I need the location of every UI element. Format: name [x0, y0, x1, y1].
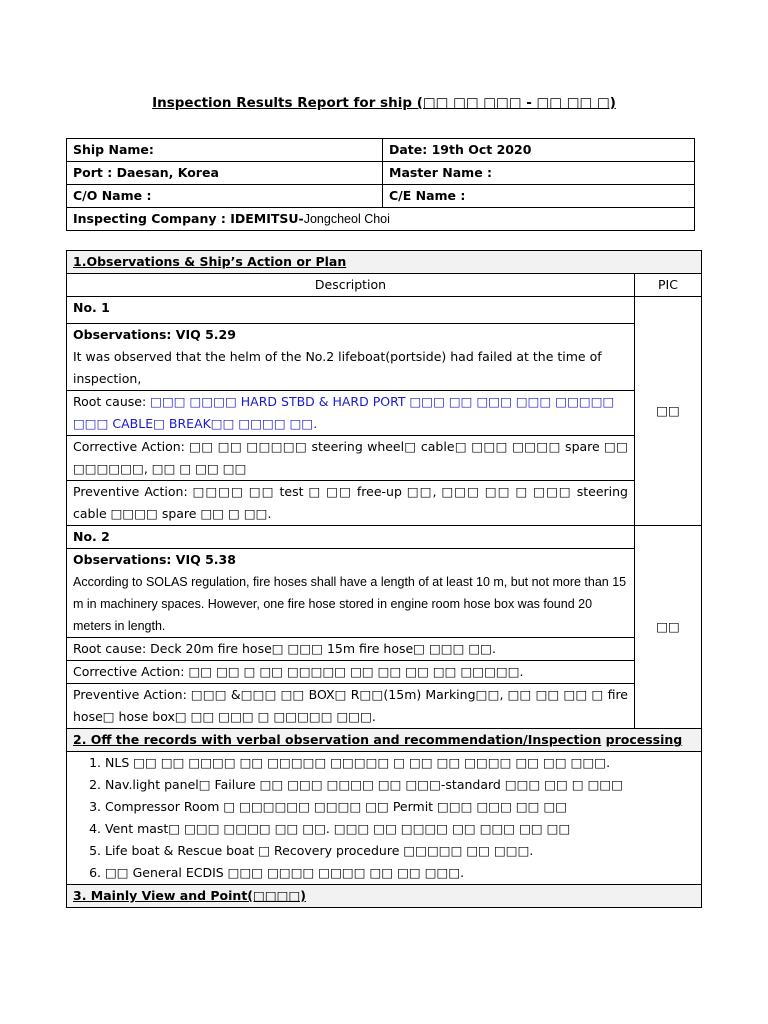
table-row	[67, 324, 702, 391]
observations-table	[66, 250, 702, 908]
table-row	[67, 391, 702, 436]
item1-root-cause	[67, 391, 635, 436]
list-item: 2. Nav.light panel□ Failure □□ □□□ □□□□ □□ □□□-standard □□□ □□ □ □□□	[105, 774, 695, 796]
item1-observation-text-2: inspection,	[73, 371, 142, 386]
item1-pic: □□	[635, 297, 702, 526]
table-row	[67, 638, 702, 661]
item2-preventive-action: Preventive Action: □□□ &□□□ □□ BOX□ R□□(15m) Marking□□, □□ □□ □□ □ fire hose□ hose box□ □□ □□□ □ □□□□□ □□□.	[67, 684, 635, 729]
pic-header: PIC	[635, 274, 702, 297]
ship-name-cell: Ship Name:	[67, 139, 383, 162]
table-row	[67, 885, 702, 908]
list-item: 5. Life boat & Rescue boat □ Recovery procedure □□□□□ □□ □□□.	[105, 840, 695, 862]
inspecting-company-label: Inspecting Company : IDEMITSU-	[73, 211, 304, 226]
co-name-cell: C/O Name :	[67, 185, 383, 208]
item2-observation	[67, 549, 635, 638]
section1-title: 1.Observations & Ship’s Action or Plan	[67, 251, 702, 274]
item2-observation-label: Observations: VIQ 5.38	[73, 552, 236, 567]
section2-list-cell	[67, 752, 702, 885]
table-row	[67, 752, 702, 885]
table-row	[67, 208, 695, 231]
list-item: 1. NLS □□ □□ □□□□ □□ □□□□□ □□□□□ □ □□ □□ □□□□ □□ □□ □□□.	[105, 752, 695, 774]
item2-root-cause: Root cause: Deck 20m fire hose□ □□□ 15m fire hose□ □□□ □□.	[67, 638, 635, 661]
date-cell: Date: 19th Oct 2020	[383, 139, 695, 162]
table-row	[67, 274, 702, 297]
report-title: Inspection Results Report for ship (□□ □□ □□□ - □□ □□ □)	[152, 95, 616, 111]
inspecting-company-cell	[67, 208, 695, 231]
inspector-name: Jongcheol Choi	[303, 212, 390, 226]
table-row	[67, 729, 702, 752]
table-row	[67, 526, 702, 549]
list-item: 3. Compressor Room □ □□□□□□ □□□□ □□ Permit □□□ □□□ □□ □□	[105, 796, 695, 818]
table-row	[67, 185, 695, 208]
list-item: 4. Vent mast□ □□□ □□□□ □□ □□. □□□ □□ □□□□ □□ □□□ □□ □□	[105, 818, 695, 840]
table-row	[67, 297, 702, 324]
table-row	[67, 684, 702, 729]
item1-corrective-action: Corrective Action: □□ □□ □□□□□ steering wheel□ cable□ □□□ □□□□ spare □□ □□□□□□, □□ □ □□ □□	[67, 436, 635, 481]
item1-number: No. 1	[67, 297, 635, 324]
item2-pic: □□	[635, 526, 702, 729]
item1-root-cause-text: □□□ □□□□ HARD STBD & HARD PORT □□□ □□ □□□ □□□ □□□□□ □□□ CABLE□ BREAK□□ □□□□ □□.	[73, 394, 615, 431]
table-row	[67, 481, 702, 526]
section2-title-line2: processing	[605, 732, 683, 747]
section2-list	[73, 752, 695, 884]
description-header: Description	[67, 274, 635, 297]
item1-root-cause-label: Root cause:	[73, 394, 147, 409]
table-row	[67, 436, 702, 481]
ship-info-table	[66, 138, 695, 231]
item2-corrective-action: Corrective Action: □□ □□ □ □□ □□□□□ □□ □□ □□ □□ □□□□□.	[67, 661, 635, 684]
table-row	[67, 162, 695, 185]
item1-preventive-action: Preventive Action: □□□□ □□ test □ □□ free-up □□, □□□ □□ □ □□□ steering cable □□□□ spare □□ □ □□.	[67, 481, 635, 526]
item2-number: No. 2	[67, 526, 635, 549]
table-row	[67, 251, 702, 274]
section2-title-line1: 2. Off the records with verbal observation and recommendation/Inspection	[73, 732, 602, 747]
item1-observation-label: Observations: VIQ 5.29	[73, 327, 236, 342]
master-name-cell: Master Name :	[383, 162, 695, 185]
section3-title: 3. Mainly View and Point(□□□□)	[67, 885, 702, 908]
table-row	[67, 139, 695, 162]
table-row	[67, 661, 702, 684]
ce-name-cell: C/E Name :	[383, 185, 695, 208]
item1-observation-text: It was observed that the helm of the No.2 lifeboat(portside) had failed at the time of	[73, 349, 602, 364]
list-item: 6. □□ General ECDIS □□□ □□□□ □□□□ □□ □□ □□□.	[105, 862, 695, 884]
item2-observation-text: According to SOLAS regulation, fire hoses shall have a length of at least 10 m, but not more than 15 m in machinery spaces. However, one fire hose stored in engine room hose box was found 20 meters in length.	[73, 575, 627, 633]
port-cell: Port : Daesan, Korea	[67, 162, 383, 185]
item1-observation	[67, 324, 635, 391]
table-row	[67, 549, 702, 638]
section2-title	[67, 729, 702, 752]
